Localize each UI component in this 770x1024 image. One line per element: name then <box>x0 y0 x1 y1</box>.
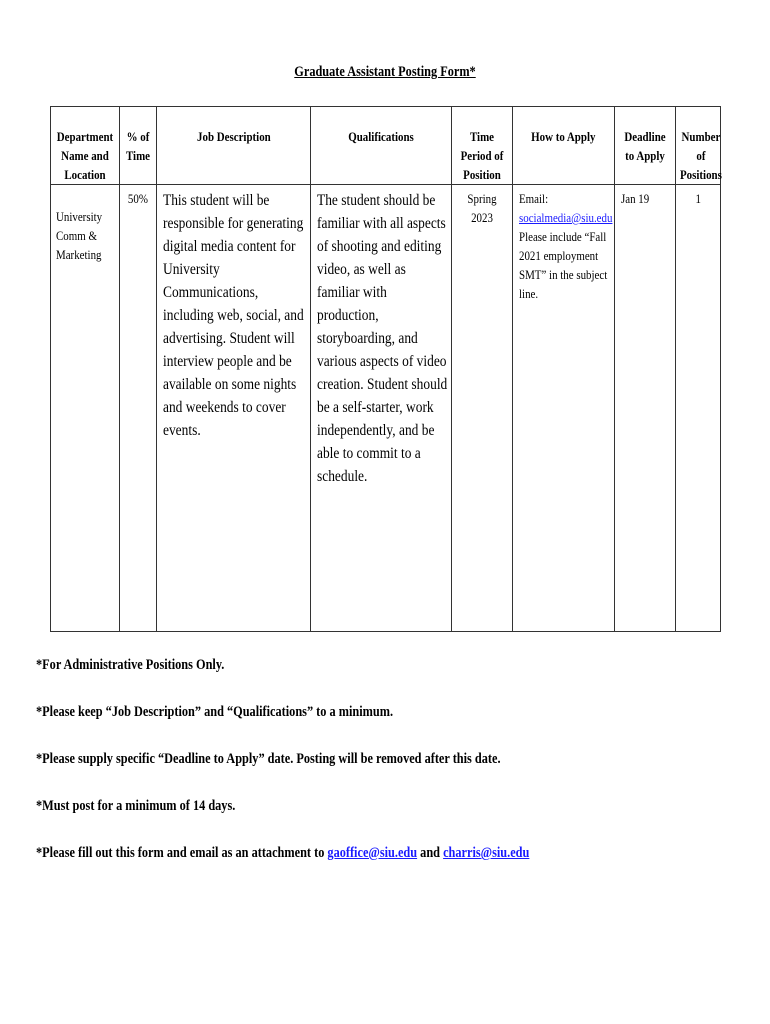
note-admin-only: *For Administrative Positions Only. <box>36 657 225 673</box>
header-time-period: Time Period of Position <box>452 107 513 185</box>
cell-job-description: This student will be responsible for generating digital media content for University Communications, including web, social, and advertising. Student will interview people and be available on some nights and weekends to cover events. <box>157 185 311 632</box>
posting-table <box>50 106 721 632</box>
apply-email-link[interactable]: socialmedia@siu.edu <box>519 210 613 225</box>
cell-department: University Comm & Marketing <box>51 185 120 632</box>
form-title: Graduate Assistant Posting Form* <box>294 64 476 80</box>
note-email-instructions <box>36 843 610 890</box>
note-keep-minimum: *Please keep “Job Description” and “Qualifications” to a minimum. <box>36 704 394 720</box>
note-min-days: *Must post for a minimum of 14 days. <box>36 798 236 814</box>
header-deadline: Deadline to Apply <box>615 107 676 185</box>
cell-time-period: Spring 2023 <box>452 185 513 632</box>
cell-deadline: Jan 19 <box>615 185 676 632</box>
cell-percent-time: 50% <box>120 185 157 632</box>
header-positions: Number of Positions <box>676 107 721 185</box>
header-row <box>51 107 721 185</box>
and-text: and <box>420 845 441 861</box>
apply-label: Email: <box>519 191 549 206</box>
cell-how-to-apply <box>513 185 615 632</box>
apply-note: Please include “Fall 2021 employment SMT” in the subject line. <box>519 229 608 301</box>
header-percent-time: % of Time <box>120 107 157 185</box>
note-deadline: *Please supply specific “Deadline to Apply” date. Posting will be removed after this date. <box>36 751 501 767</box>
table-row <box>51 185 721 632</box>
gaoffice-email-link[interactable]: gaoffice@siu.edu <box>327 845 418 861</box>
header-department: Department Name and Location <box>51 107 120 185</box>
header-job-description: Job Description <box>157 107 311 185</box>
notes-section <box>36 655 736 890</box>
cell-positions: 1 <box>676 185 721 632</box>
email-prefix: *Please fill out this form and email as an attachment to <box>36 845 325 861</box>
charris-email-link[interactable]: charris@siu.edu <box>443 845 530 861</box>
cell-qualifications: The student should be familiar with all aspects of shooting and editing video, as well as familiar with production, storyboarding, and various aspects of video creation. Student should be a self-starter, work independently, and be able to commit to a schedule. <box>311 185 452 632</box>
header-qualifications: Qualifications <box>311 107 452 185</box>
header-how-to-apply: How to Apply <box>513 107 615 185</box>
